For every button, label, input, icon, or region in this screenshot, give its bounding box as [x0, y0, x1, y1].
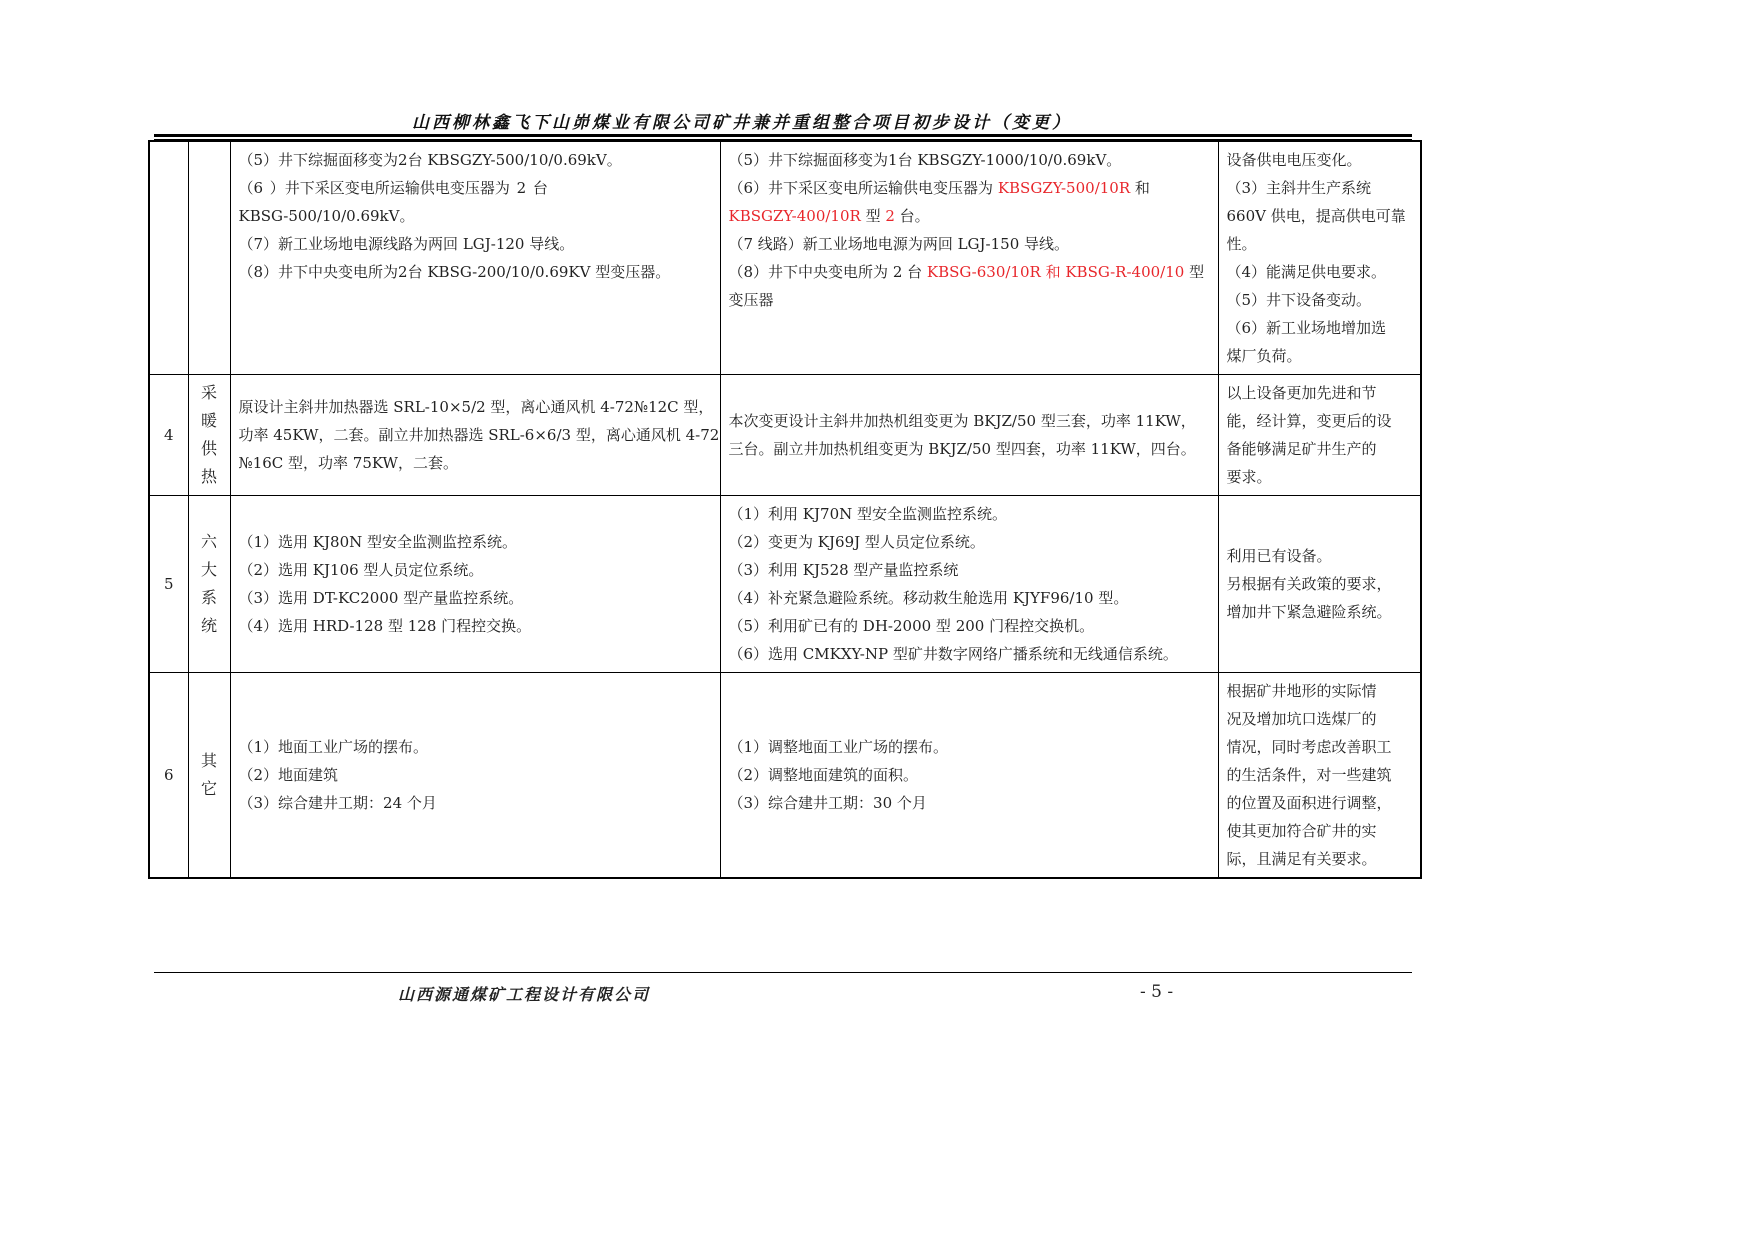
text-line: 备能够满足矿井生产的 [1226, 440, 1377, 458]
text-line: 的生活条件，对一些建筑 [1226, 766, 1392, 784]
item-char: 其 [200, 751, 217, 770]
row-item-cell [188, 375, 230, 496]
text-line: 增加井下紧急避险系统。 [1226, 603, 1392, 621]
row-number-cell [149, 141, 188, 375]
text-line: （1）地面工业广场的摆布。 [238, 738, 429, 756]
change-comparison-table [148, 140, 1422, 879]
text-line: （1）选用 KJ80N 型安全监测监控系统。 [238, 533, 518, 551]
original-design-cell [230, 496, 720, 673]
text-line: （2）地面建筑 [238, 766, 339, 784]
item-char: 统 [200, 616, 217, 635]
text-line: 情况，同时考虑改善职工 [1226, 738, 1392, 756]
text-line: （3）选用 DT-KC2000 型产量监控系统。 [238, 589, 524, 607]
changed-design-cell [720, 141, 1218, 375]
text-line: （2）选用 KJ106 型人员定位系统。 [238, 561, 484, 579]
text-line: （4）能满足供电要求。 [1226, 263, 1387, 281]
row-item-cell [188, 496, 230, 673]
highlighted-model: KBSG-630/10R 和 KBSG-R-400/10 [926, 263, 1185, 281]
item-label [199, 379, 219, 491]
text-line: （3）利用 KJ528 型产量监控系统 [728, 561, 959, 579]
text-line: 根据矿井地形的实际情 [1226, 682, 1377, 700]
text-line: （6 ）井下采区变电所运输供电变压器为 2 台 [238, 179, 548, 197]
changed-design-cell [720, 673, 1218, 879]
table-row [149, 375, 1421, 496]
text-line: （1）调整地面工业广场的摆布。 [728, 738, 949, 756]
table-row [149, 673, 1421, 879]
text-line: №16C 型，功率 75KW，二套。 [238, 454, 458, 472]
text-segment: 和 [1130, 179, 1150, 197]
table-row [149, 141, 1421, 375]
text-line: 煤厂负荷。 [1226, 347, 1302, 365]
page-number: - 5 - [1140, 982, 1174, 1002]
item-char: 六 [200, 532, 217, 551]
reason-cell [1218, 496, 1421, 673]
text-line: （6）新工业场地增加选 [1226, 319, 1387, 337]
text-line: 能，经计算，变更后的设 [1226, 412, 1392, 430]
header-rule [154, 134, 1412, 137]
text-line: （3）综合建井工期：30 个月 [728, 794, 927, 812]
text-line [729, 202, 1210, 230]
text-line: 设备供电电压变化。 [1226, 151, 1362, 169]
changed-design-cell [720, 496, 1218, 673]
text-line: （4）选用 HRD-128 型 128 门程控交换。 [238, 617, 532, 635]
text-line: 的位置及面积进行调整， [1226, 794, 1392, 812]
row-number-cell: 4 [149, 375, 188, 496]
item-char: 供 [200, 439, 217, 458]
text-line: 性。 [1226, 235, 1257, 253]
text-line: （5）井下综掘面移变为1台 KBSGZY-1000/10/0.69kV。 [728, 151, 1122, 169]
row-number-cell: 6 [149, 673, 188, 879]
footer-rule [154, 972, 1412, 973]
text-line: 本次变更设计主斜井加热机组变更为 BKJZ/50 型三套，功率 11KW， [728, 412, 1196, 430]
reason-cell [1218, 673, 1421, 879]
text-line: （2）调整地面建筑的面积。 [728, 766, 919, 784]
item-char: 暖 [200, 411, 217, 430]
reason-cell [1218, 141, 1421, 375]
text-line: 另根据有关政策的要求， [1226, 575, 1392, 593]
original-design-cell [230, 673, 720, 879]
text-line: 际，且满足有关要求。 [1226, 850, 1377, 868]
changed-design-cell [720, 375, 1218, 496]
text-line: （5）利用矿已有的 DH-2000 型 200 门程控交换机。 [728, 617, 1095, 635]
document-header-title: 山西柳林鑫飞下山峁煤业有限公司矿井兼并重组整合项目初步设计（变更） [412, 113, 1072, 133]
text-line [729, 258, 1210, 286]
text-line: （6）选用 CMKXY-NP 型矿井数字网络广播系统和无线通信系统。 [728, 645, 1178, 663]
text-line: 原设计主斜井加热器选 SRL-10×5/2 型，离心通风机 4-72№12C 型， [238, 398, 714, 416]
highlighted-model: KBSGZY-400/10R [728, 207, 861, 225]
text-line: （2）变更为 KJ69J 型人员定位系统。 [728, 533, 985, 551]
text-line: 况及增加坑口选煤厂的 [1226, 710, 1377, 728]
text-line: （4）补充紧急避险系统。移动救生舱选用 KJYF96/10 型。 [728, 589, 1129, 607]
row-item-cell [188, 141, 230, 375]
text-line: 使其更加符合矿井的实 [1226, 822, 1377, 840]
table-row [149, 496, 1421, 673]
footer-company: 山西源通煤矿工程设计有限公司 [398, 985, 651, 1004]
text-segment: 型 [1184, 263, 1205, 281]
reason-cell [1218, 375, 1421, 496]
text-line: （8）井下中央变电所为2台 KBSG-200/10/0.69KV 型变压器。 [238, 263, 671, 281]
row-number-cell: 5 [149, 496, 188, 673]
item-label [199, 747, 219, 803]
text-line: 以上设备更加先进和节 [1226, 384, 1377, 402]
highlighted-model: KBSGZY-500/10R [997, 179, 1131, 197]
highlighted-count: 2 [885, 207, 895, 225]
text-line: 660V 供电，提高供电可靠 [1226, 207, 1406, 225]
row-item-cell [188, 673, 230, 879]
item-char: 大 [200, 560, 217, 579]
original-design-cell [230, 141, 720, 375]
text-segment: 台。 [894, 207, 930, 225]
text-line: 功率 45KW，二套。副立井加热器选 SRL-6×6/3 型，离心通风机 4-72 [238, 426, 720, 444]
item-char: 采 [200, 383, 217, 402]
text-segment: （6）井下采区变电所运输供电变压器为 [728, 179, 998, 197]
text-line: KBSG-500/10/0.69kV。 [238, 207, 415, 225]
text-line: （3）综合建井工期：24 个月 [238, 794, 437, 812]
text-line: （1）利用 KJ70N 型安全监测监控系统。 [728, 505, 1008, 523]
text-line: 利用已有设备。 [1226, 547, 1332, 565]
text-line: 变压器 [728, 291, 774, 309]
text-line: 三台。副立井加热机组变更为 BKJZ/50 型四套，功率 11KW，四台。 [728, 440, 1196, 458]
text-line: （5）井下综掘面移变为2台 KBSGZY-500/10/0.69kV。 [238, 151, 622, 169]
original-design-cell [230, 375, 720, 496]
item-label [199, 528, 219, 640]
text-line: （7）新工业场地电源线路为两回 LGJ-120 导线。 [238, 235, 575, 253]
item-char: 热 [200, 467, 217, 486]
item-char: 系 [200, 588, 217, 607]
text-segment: 型 [860, 207, 886, 225]
text-segment: （8）井下中央变电所为 2 台 [728, 263, 927, 281]
text-line [729, 174, 1210, 202]
text-line: （3）主斜井生产系统 [1226, 179, 1372, 197]
text-line: 要求。 [1226, 468, 1272, 486]
item-char: 它 [200, 779, 217, 798]
text-line: （7 线路）新工业场地电源为两回 LGJ-150 导线。 [728, 235, 1070, 253]
text-line: （5）井下设备变动。 [1226, 291, 1372, 309]
